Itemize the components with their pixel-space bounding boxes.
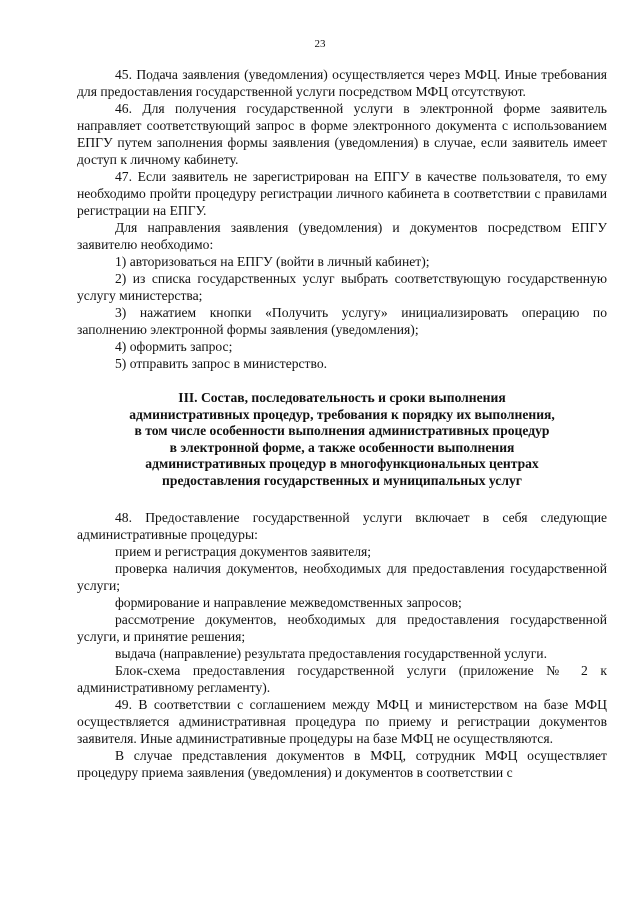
list-item-4: 4) оформить запрос; bbox=[115, 339, 233, 354]
procedure-item: рассмотрение документов, необходимых для предоставления государственной услуги, и принятие решения; bbox=[77, 612, 607, 644]
heading-line: административных процедур, требования к порядку их выполнения, bbox=[129, 406, 555, 422]
paragraph-46: 46. Для получения государственной услуги в электронной форме заявитель направляет соответствующий запрос в форме электронного документа с использованием ЕПГУ путем заполнения формы заявления (уведомления) в случае, если заявитель имеет доступ к личному кабинету. bbox=[77, 101, 607, 167]
paragraph-48: 48. Предоставление государственной услуги включает в себя следующие административные процедуры: bbox=[77, 510, 607, 542]
paragraph-epgu-intro: Для направления заявления (уведомления) и документов посредством ЕПГУ заявителю необходимо: bbox=[77, 220, 607, 252]
list-item-2: 2) из списка государственных услуг выбрать соответствующую государственную услугу министерства; bbox=[77, 271, 607, 303]
list-item-3: 3) нажатием кнопки «Получить услугу» инициализировать операцию по заполнению электронной формы заявления (уведомления); bbox=[77, 305, 607, 337]
page-number: 23 bbox=[314, 38, 326, 50]
paragraph-45: 45. Подача заявления (уведомления) осуществляется через МФЦ. Иные требования для предоставления государственной услуги посредством МФЦ отсутствуют. bbox=[77, 67, 607, 99]
section-heading bbox=[77, 390, 607, 489]
paragraph-47: 47. Если заявитель не зарегистрирован на ЕПГУ в качестве пользователя, то ему необходимо пройти процедуру регистрации личного кабинета в соответствии с правилами регистрации на ЕПГУ. bbox=[77, 169, 607, 218]
paragraph-49: 49. В соответствии с соглашением между МФЦ и министерством на базе МФЦ осуществляется административная процедура по приему и регистрации документов заявителя. Иные административные процедуры на базе МФЦ не осуществляются. bbox=[77, 697, 607, 746]
heading-line: административных процедур в многофункциональных центрах bbox=[145, 456, 539, 471]
procedure-item: прием и регистрация документов заявителя; bbox=[115, 544, 372, 559]
heading-line: в том числе особенности выполнения административных процедур bbox=[134, 423, 550, 438]
document-body bbox=[77, 66, 607, 781]
paragraph-mfc: В случае представления документов в МФЦ, сотрудник МФЦ осуществляет процедуру приема заявления (уведомления) и документов в соответствии с bbox=[77, 748, 607, 780]
procedure-item: выдача (направление) результата предоставления государственной услуги. bbox=[115, 646, 547, 661]
list-item-5: 5) отправить запрос в министерство. bbox=[115, 356, 328, 371]
heading-line: в электронной форме, а также особенности выполнения bbox=[169, 439, 515, 455]
procedure-item: формирование и направление межведомственных запросов; bbox=[115, 595, 462, 610]
heading-line: III. Состав, последовательность и сроки выполнения bbox=[178, 390, 506, 405]
list-item-1: 1) авторизоваться на ЕПГУ (войти в личный кабинет); bbox=[115, 254, 430, 269]
procedure-item: проверка наличия документов, необходимых для предоставления государственной услуги; bbox=[77, 561, 607, 593]
paragraph-block-scheme: Блок-схема предоставления государственной услуги (приложение № 2 к административному регламенту). bbox=[77, 663, 607, 695]
heading-line: предоставления государственных и муниципальных услуг bbox=[162, 472, 522, 488]
